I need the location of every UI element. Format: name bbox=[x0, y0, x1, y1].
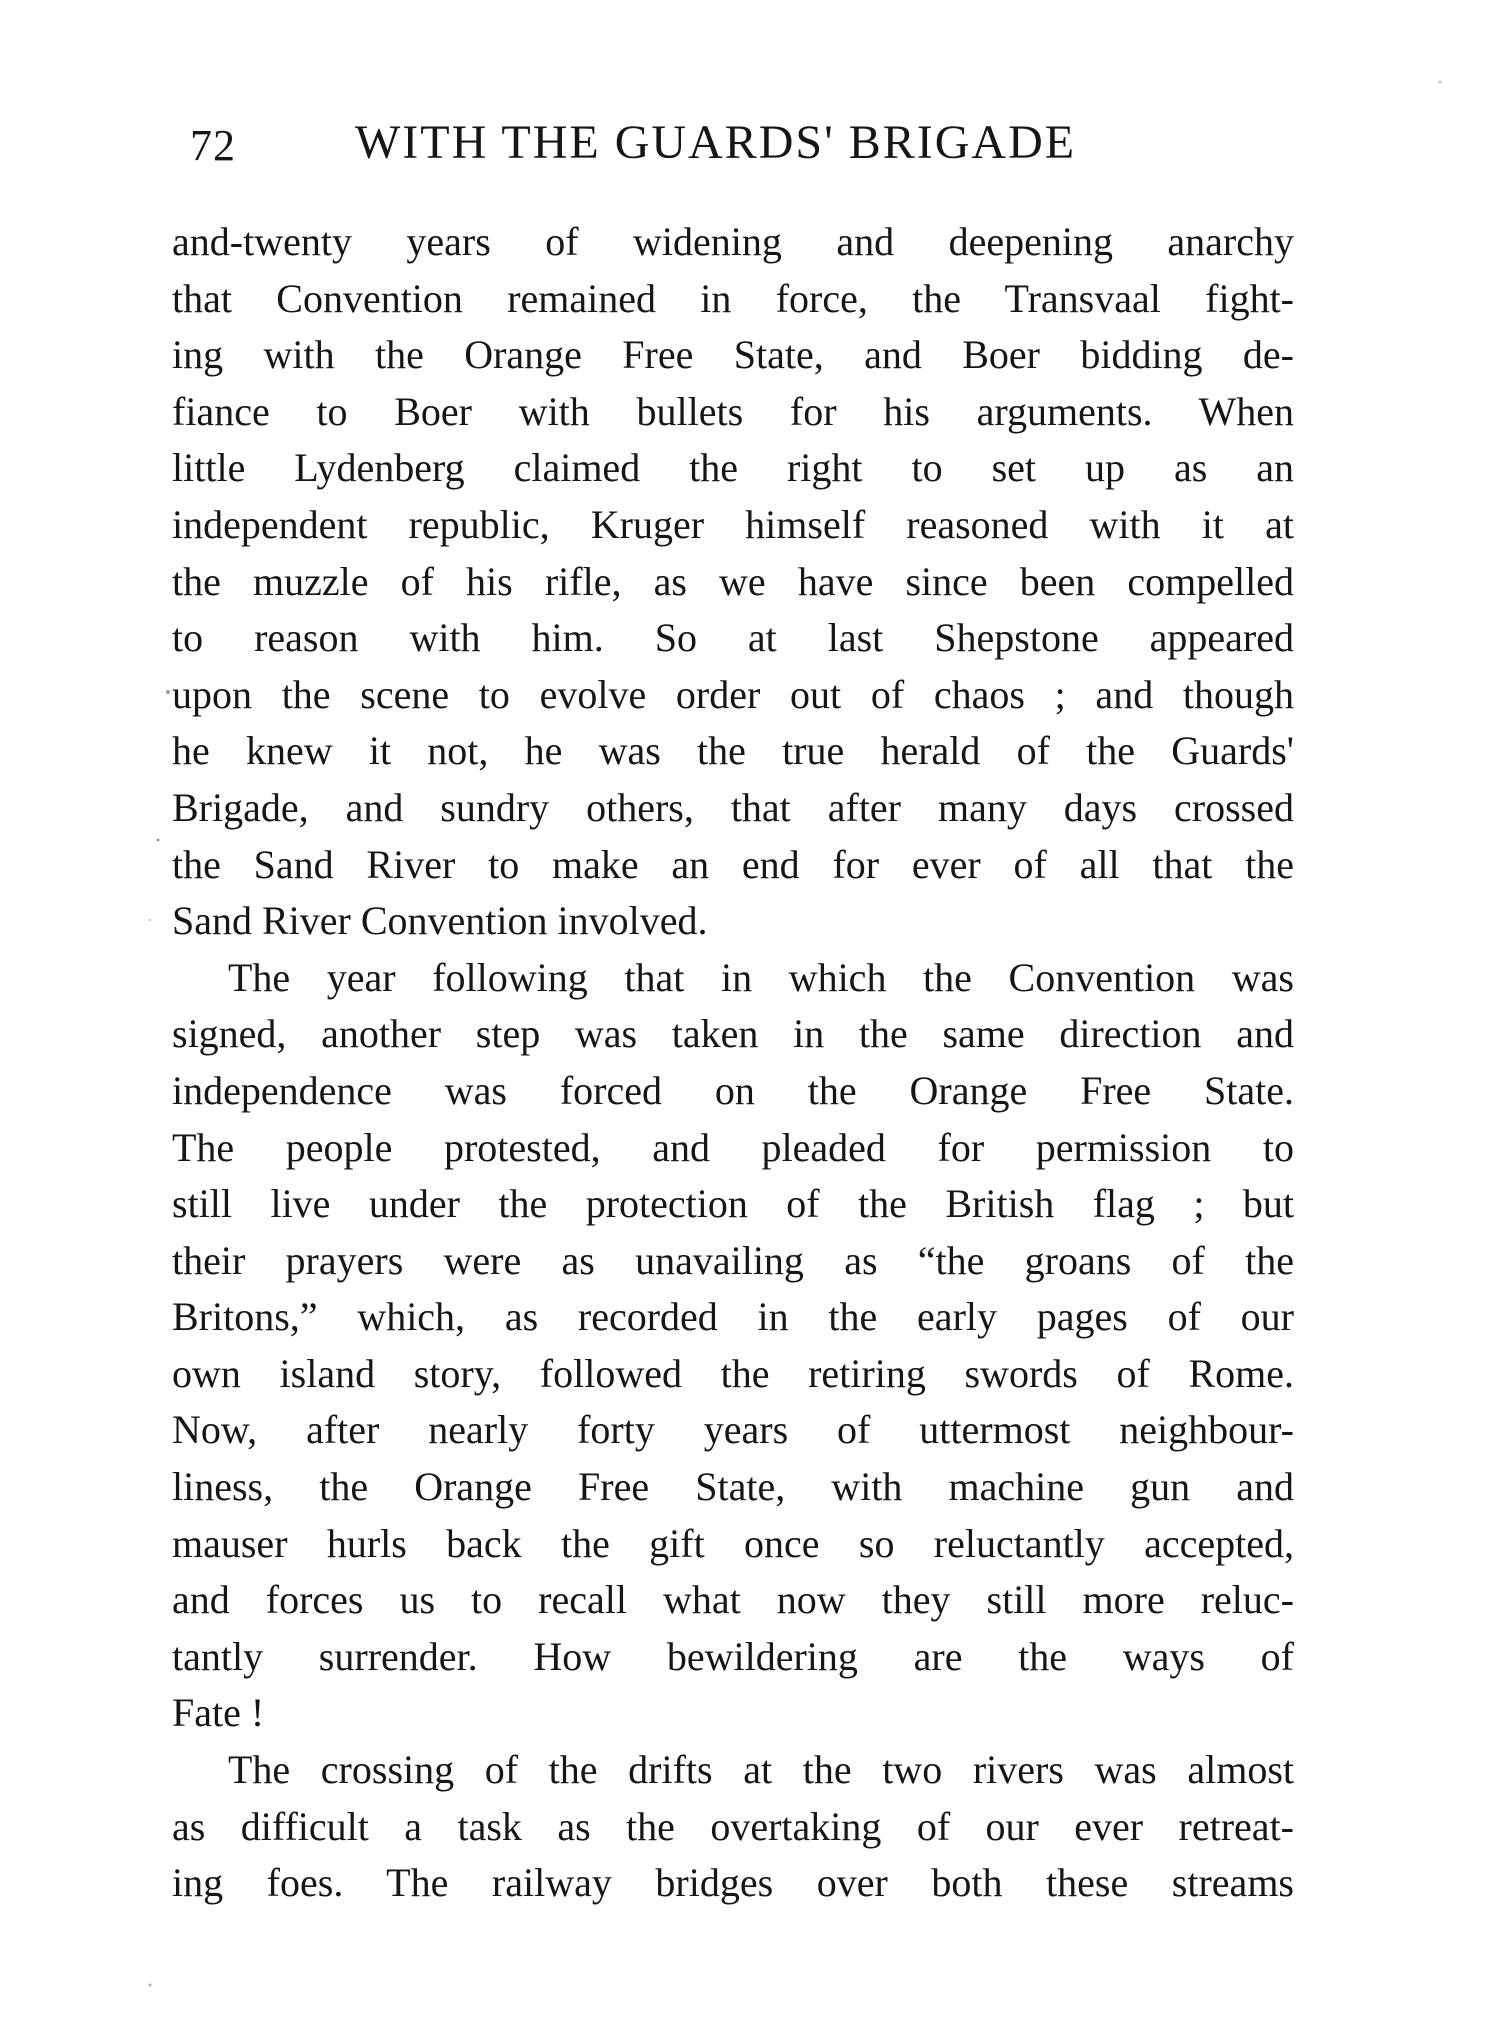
text-line: upon the scene to evolve order out of chaos ; and though bbox=[172, 671, 1294, 717]
text-line: independence was forced on the Orange Free State. bbox=[172, 1067, 1294, 1113]
text-line: independent republic, Kruger himself reasoned with it at bbox=[172, 501, 1294, 547]
paragraph-3 bbox=[172, 1742, 1294, 1912]
body-text bbox=[172, 214, 1294, 1912]
text-line: The people protested, and pleaded for permission to bbox=[172, 1124, 1294, 1170]
text-line: as difficult a task as the overtaking of our ever retreat- bbox=[172, 1803, 1294, 1849]
speck bbox=[1439, 81, 1442, 84]
page-header bbox=[180, 110, 1140, 180]
text-line: Britons,” which, as recorded in the early pages of our bbox=[172, 1294, 1294, 1340]
text-line: Brigade, and sundry others, that after many days crossed bbox=[172, 784, 1294, 830]
speck bbox=[149, 919, 151, 921]
text-line: their prayers were as unavailing as “the groans of the bbox=[172, 1237, 1294, 1283]
text-line: The crossing of the drifts at the two rivers was almost bbox=[228, 1747, 1294, 1793]
speck bbox=[166, 690, 170, 694]
page-number: 72 bbox=[190, 121, 236, 170]
text-line: liness, the Orange Free State, with machine gun and bbox=[172, 1464, 1294, 1510]
speck bbox=[149, 1984, 152, 1987]
text-line: Now, after nearly forty years of uttermost neighbour- bbox=[172, 1407, 1294, 1453]
text-line: fiance to Boer with bullets for his arguments. When bbox=[172, 388, 1294, 434]
text-line: the Sand River to make an end for ever of all that the bbox=[172, 841, 1294, 887]
text-line: to reason with him. So at last Shepstone appeared bbox=[172, 615, 1294, 661]
paragraph-2 bbox=[172, 950, 1294, 1742]
text-line: the muzzle of his rifle, as we have since been compelled bbox=[172, 558, 1294, 604]
paragraph-1 bbox=[172, 214, 1294, 950]
speck bbox=[157, 839, 160, 842]
text-line: Fate ! bbox=[172, 1690, 265, 1736]
text-line: little Lydenberg claimed the right to set up as an bbox=[172, 445, 1294, 491]
text-line: ing foes. The railway bridges over both these streams bbox=[172, 1860, 1294, 1906]
running-head: WITH THE GUARDS' BRIGADE bbox=[355, 116, 1077, 169]
text-line: and-twenty years of widening and deepening anarchy bbox=[172, 219, 1294, 264]
text-line: The year following that in which the Convention was bbox=[228, 954, 1294, 1000]
text-line: signed, another step was taken in the same direction and bbox=[172, 1011, 1294, 1057]
text-line: he knew it not, he was the true herald of the Guards' bbox=[172, 728, 1294, 774]
text-line: and forces us to recall what now they still more reluc- bbox=[172, 1577, 1294, 1623]
text-line: ing with the Orange Free State, and Boer bidding de- bbox=[172, 332, 1294, 378]
text-line: that Convention remained in force, the Transvaal fight- bbox=[172, 275, 1294, 321]
text-line: tantly surrender. How bewildering are the ways of bbox=[172, 1633, 1294, 1679]
text-line: own island story, followed the retiring swords of Rome. bbox=[172, 1350, 1294, 1396]
text-line: Sand River Convention involved. bbox=[172, 898, 708, 944]
text-line: mauser hurls back the gift once so reluctantly accepted, bbox=[172, 1520, 1294, 1566]
text-line: still live under the protection of the British flag ; but bbox=[172, 1181, 1294, 1227]
